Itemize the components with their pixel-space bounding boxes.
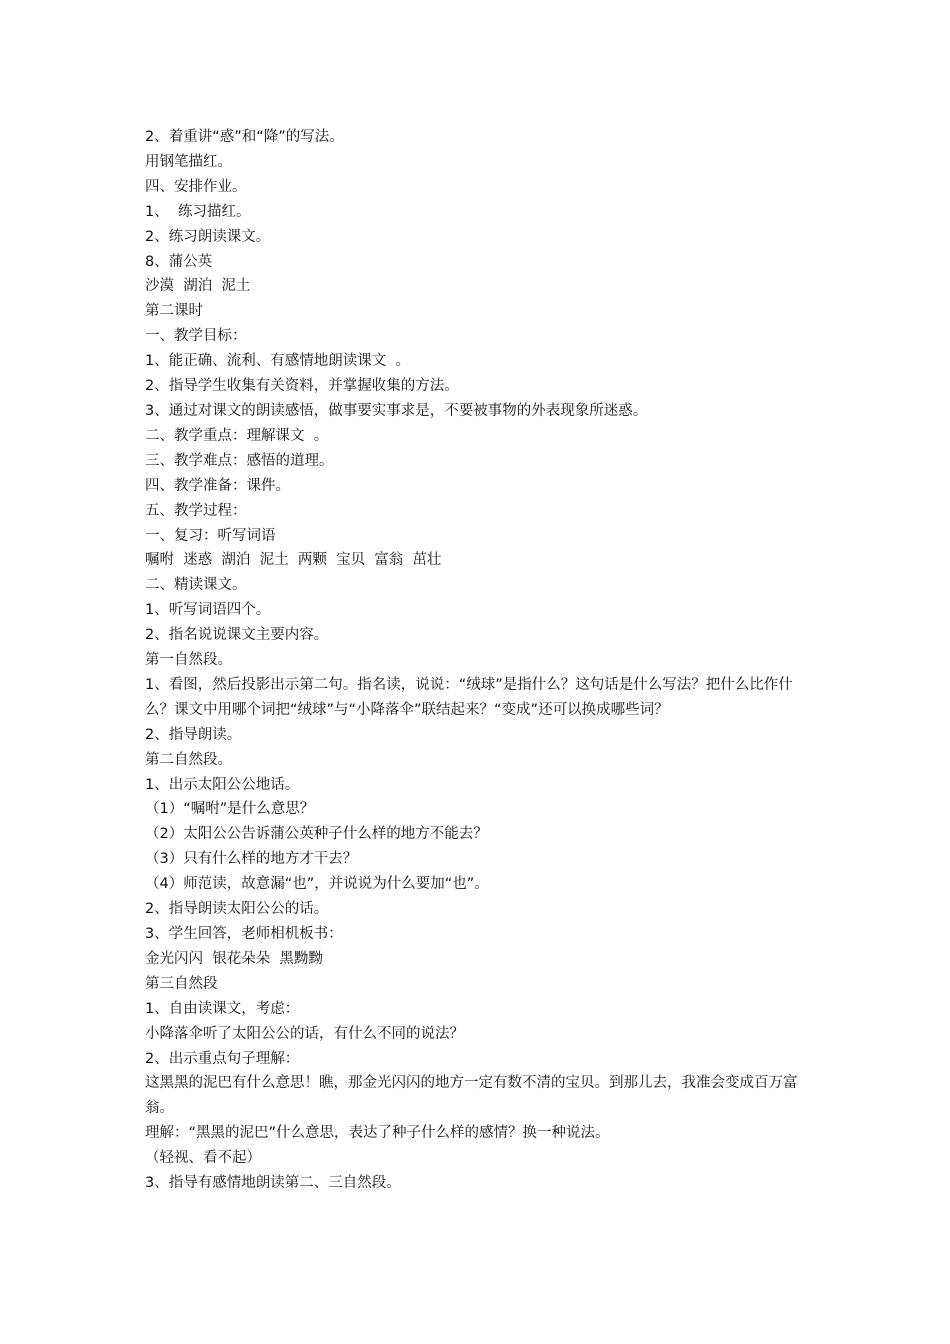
- list-item: 1、自由读课文，考虑：: [145, 1000, 300, 1017]
- sub-item: （1）“嘱咐”是什么意思？: [145, 801, 315, 818]
- sub-item: （3）只有什么样的地方才干去？: [145, 851, 358, 868]
- list-item: 3、学生回答，老师相机板书：: [145, 926, 343, 942]
- text-line: 用钢笔描红。: [145, 153, 232, 170]
- list-item: 2、出示重点句子理解：: [145, 1050, 300, 1067]
- lesson-title: 8、蒲公英: [145, 253, 213, 270]
- list-item: 1、能正确、流利、有感情地朗读课文 。: [145, 353, 410, 370]
- text-line: 理解：“黑黑的泥巴”什么意思，表达了种子什么样的感情？换一种说法。: [145, 1125, 610, 1142]
- section-heading: 一、教学目标：: [145, 328, 247, 345]
- section-heading: 四、安排作业。: [145, 178, 247, 195]
- text-line: 小降落伞听了太阳公公的话，有什么不同的说法？: [145, 1025, 464, 1042]
- list-item: 3、指导有感情地朗读第二、三自然段。: [145, 1175, 401, 1192]
- section-heading: 三、教学难点：感悟的道理。: [145, 452, 334, 469]
- word-list: 嘱咐 迷惑 湖泊 泥土 两颗 宝贝 富翁 茁壮: [145, 552, 442, 569]
- list-item: 1、看图，然后投影出示第二句。指名读，说说：“绒球”是指什么？这句话是什么写法？把什么比作什么？课文中用哪个词把“绒球”与“小降落伞”联结起来？“变成”还可以换成哪些词？: [145, 676, 793, 718]
- word-list: 沙漠 湖泊 泥土: [145, 278, 251, 295]
- list-item: 2、指导学生收集有关资料，并掌握收集的方法。: [145, 378, 459, 395]
- section-heading: 五、教学过程：: [145, 502, 247, 519]
- list-item: 2、指名说说课文主要内容。: [145, 627, 329, 644]
- word-list: 金光闪闪 银花朵朵 黑黝黝: [145, 950, 323, 967]
- sub-item: （4）师范读，故意漏“也”，并说说为什么要加“也”。: [145, 876, 489, 893]
- list-item: 2、指导朗读太阳公公的话。: [145, 901, 329, 918]
- paragraph-heading: 第一自然段。: [145, 652, 232, 669]
- document-body: [145, 125, 815, 1196]
- text-line: 2、着重讲“惑”和“降”的写法。: [145, 129, 344, 145]
- list-item: 2、练习朗读课文。: [145, 228, 271, 245]
- text-line: （轻视、看不起）: [145, 1150, 261, 1167]
- list-item: 1、听写词语四个。: [145, 602, 271, 619]
- list-item: 2、指导朗读。: [145, 726, 242, 743]
- section-heading: 一、复习：听写词语: [145, 527, 276, 544]
- list-item: 1、 练习描红。: [145, 203, 251, 220]
- paragraph-heading: 第三自然段: [145, 975, 218, 992]
- paragraph-heading: 第二自然段。: [145, 751, 232, 768]
- section-heading: 四、教学准备：课件。: [145, 477, 290, 494]
- section-heading: 二、精读课文。: [145, 577, 247, 594]
- quoted-sentence: 这黑黑的泥巴有什么意思！瞧，那金光闪闪的地方一定有数不清的宝贝。到那儿去，我准会变成百万富翁。: [145, 1075, 798, 1117]
- section-heading: 二、教学重点：理解课文 。: [145, 427, 329, 444]
- lesson-period-heading: 第二课时: [145, 303, 203, 320]
- list-item: 1、出示太阳公公地话。: [145, 776, 300, 793]
- sub-item: （2）太阳公公告诉蒲公英种子什么样的地方不能去？: [145, 826, 488, 843]
- list-item: 3、通过对课文的朗读感悟，做事要实事求是，不要被事物的外表现象所迷惑。: [145, 402, 648, 419]
